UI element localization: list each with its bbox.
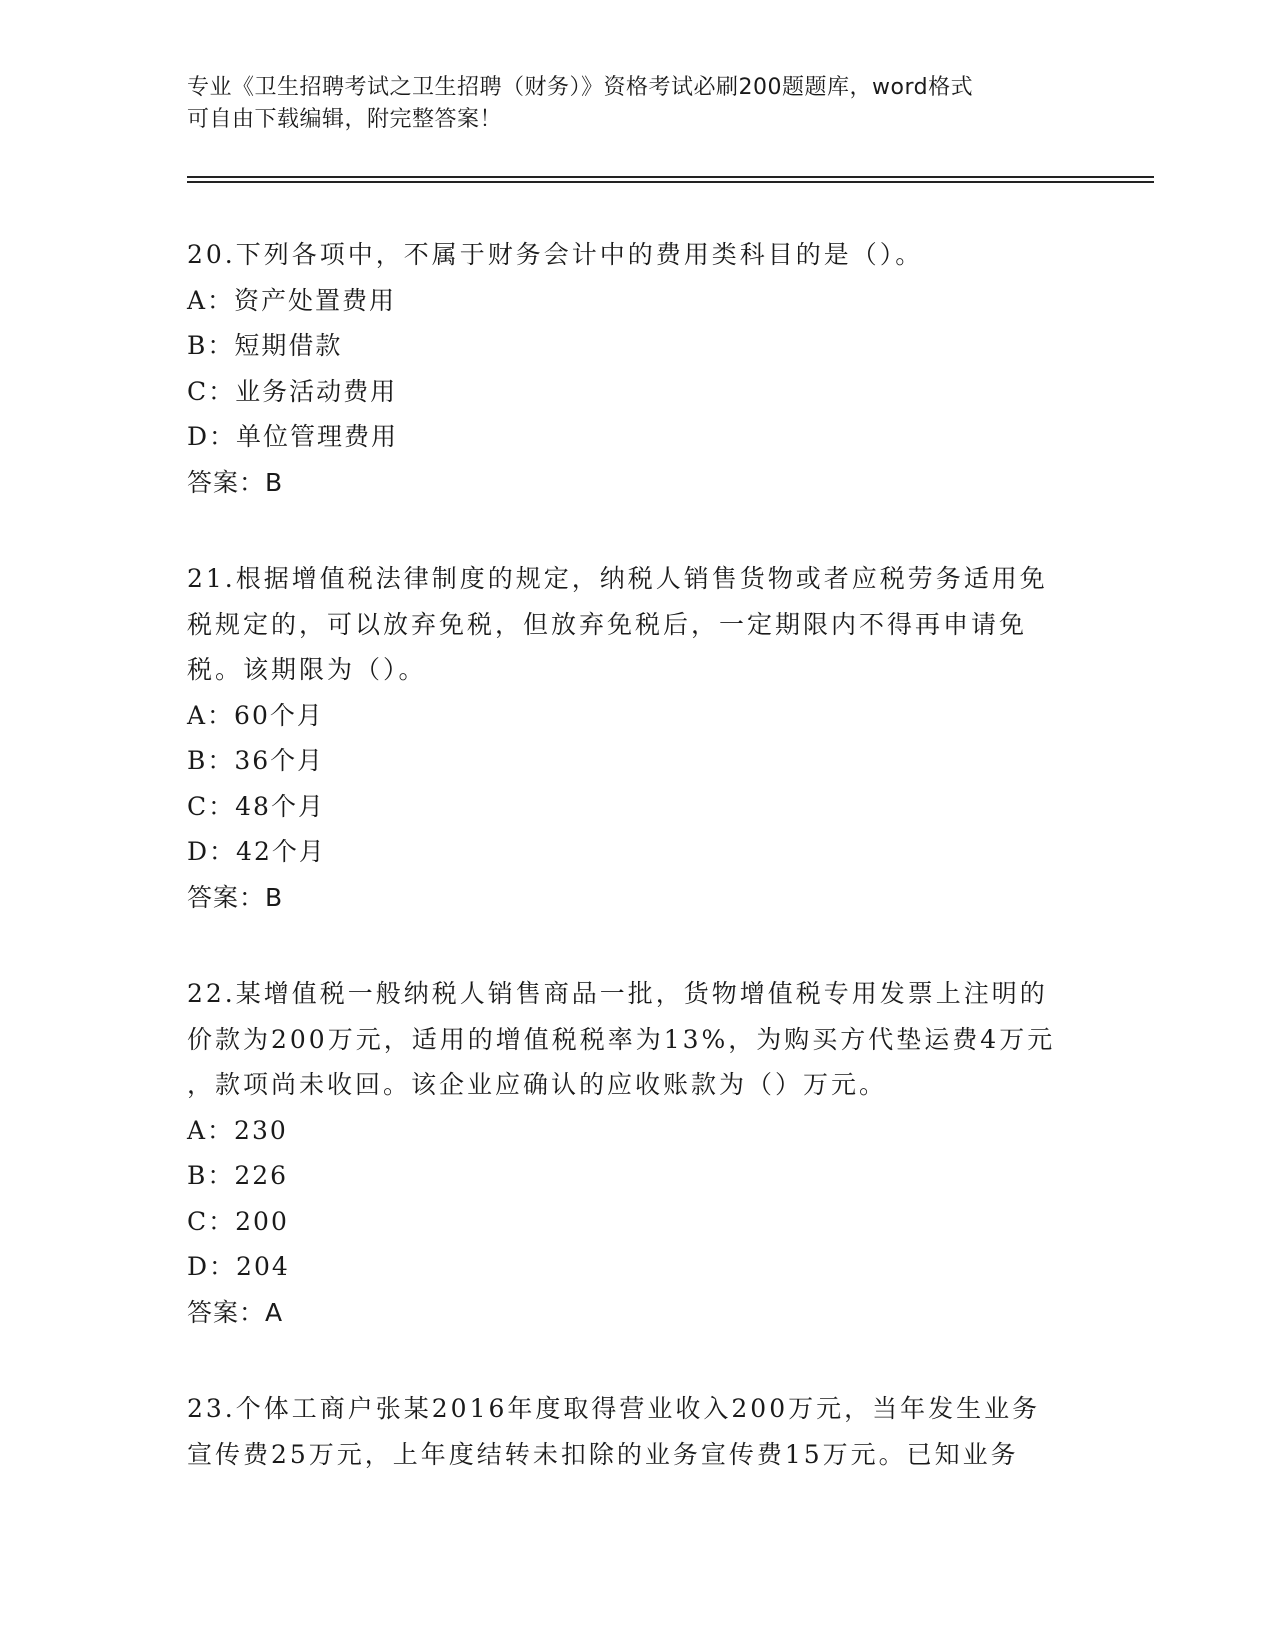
question-21 <box>187 556 1087 920</box>
option-a: A：资产处置费用 <box>187 285 397 315</box>
option-b: B：短期借款 <box>187 331 343 360</box>
option-b: B：226 <box>187 1161 289 1190</box>
header-divider-top <box>187 176 1154 178</box>
option-a: A：230 <box>187 1115 288 1145</box>
question-text-line: 税规定的，可以放弃免税，但放弃免税后，一定期限内不得再申请免 <box>187 609 1028 639</box>
question-text-line: ，款项尚未收回。该企业应确认的应收账款为（）万元。 <box>187 1070 888 1099</box>
question-text <box>187 1386 1087 1477</box>
option-c: C：200 <box>187 1206 289 1236</box>
option-c: C：业务活动费用 <box>187 376 398 406</box>
question-text-line: 价款为200万元，适用的增值税税率为13%，为购买方代垫运费4万元 <box>187 1024 1056 1054</box>
question-text-line: 22.某增值税一般纳税人销售商品一批，货物增值税专用发票上注明的 <box>187 979 1048 1008</box>
option-a: A：60个月 <box>187 700 324 730</box>
question-text <box>187 232 1087 278</box>
header-line-1: 专业《卫生招聘考试之卫生招聘（财务）》资格考试必刷200题题库，word格式 <box>187 75 974 100</box>
question-text-line: 宣传费25万元，上年度结转未扣除的业务宣传费15万元。已知业务 <box>187 1439 1019 1469</box>
question-22 <box>187 971 1087 1335</box>
option-c: C：48个月 <box>187 791 325 821</box>
question-text-line: 20.下列各项中，不属于财务会计中的费用类科目的是（）。 <box>187 240 924 269</box>
question-text-line: 21.根据增值税法律制度的规定，纳税人销售货物或者应税劳务适用免 <box>187 564 1048 593</box>
option-d: D：204 <box>187 1252 290 1281</box>
header-divider-bottom <box>187 181 1154 183</box>
option-b: B：36个月 <box>187 746 325 775</box>
question-text <box>187 556 1087 693</box>
option-d: D：单位管理费用 <box>187 422 399 451</box>
answer-line: 答案：B <box>187 882 284 912</box>
question-20 <box>187 232 1087 505</box>
question-text <box>187 971 1087 1108</box>
question-text-line: 税。该期限为（）。 <box>187 655 427 684</box>
document-header <box>187 72 1087 136</box>
question-list <box>187 232 1087 1528</box>
option-d: D：42个月 <box>187 837 326 866</box>
answer-line: 答案：A <box>187 1297 284 1327</box>
answer-line: 答案：B <box>187 467 284 497</box>
question-text-line: 23.个体工商户张某2016年度取得营业收入200万元，当年发生业务 <box>187 1394 1041 1423</box>
header-line-2: 可自由下载编辑，附完整答案！ <box>187 107 503 132</box>
question-23 <box>187 1386 1087 1477</box>
